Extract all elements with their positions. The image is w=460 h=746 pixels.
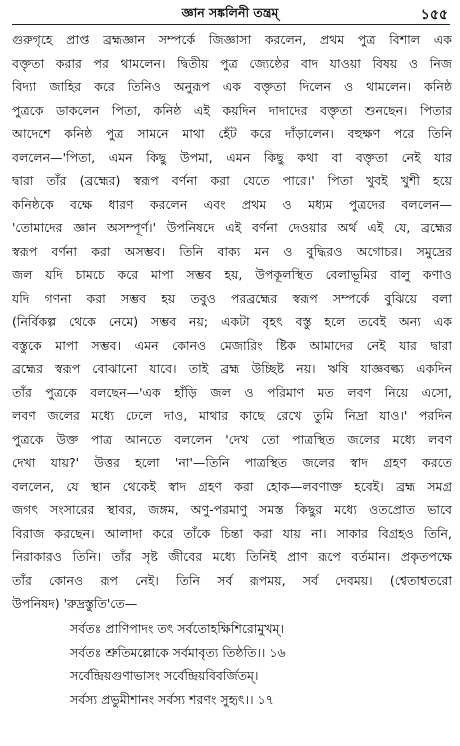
text-line: স্বরূপ বর্ণনা করা অসম্ভব। তিনি বাক্য মন ও বুদ্ধিরও অগোচর। সমুদ্রের xyxy=(12,243,452,259)
text-line: দ্বারা তাঁর (ব্রহ্মের) স্বরূপ বর্ণনা করা যেতে পারে।' পিতা খুবই খুশী হয়ে xyxy=(12,173,452,188)
running-header xyxy=(0,0,460,24)
text-line: যদি গণনা করা সম্ভব হয় তবুও পরব্রহ্মের স্বরূপ সম্পর্কে বুঝিয়ে বলা xyxy=(12,290,452,306)
text-line: 'তোমাদের জ্ঞান অসম্পূর্ণ।' উপনিষদে এই বর্ণনা দেওয়ার অর্থ এই যে, ব্রহ্মের xyxy=(12,220,452,235)
text-line: আদেশে কনিষ্ঠ পুত্র সামনে মাথা হেঁট করে দাঁড়ালেন। বহুক্ষণ পরে তিনি xyxy=(12,126,452,141)
page-number: ১৫৫ xyxy=(420,7,448,23)
text-line: বক্তৃতা করার পর থামলেন। দ্বিতীয় পুত্র জ্যেষ্ঠের বাদ যাওয়া বিষয় ও নিজ xyxy=(12,55,452,71)
text-line: নিরাকারও তিনি। তাঁর সৃষ্ট জীবের মধ্যে তিনিই প্রাণ রূপে বর্তমান। প্রকৃতপক্ষে xyxy=(12,549,452,564)
text-line: দেখা যায়?' উত্তর হলো 'না'—তিনি পাত্রস্থিত জলের স্বাদ গ্রহণ করতে xyxy=(12,455,452,470)
text-line: পুত্রকে উক্ত পাত্র আনতে বললেন 'দেখ তো পাত্রস্থিত জলের মধ্যে লবণ xyxy=(12,431,452,447)
text-line: তাঁর কোনও রূপ নেই। তিনি সর্ব রূপময়, সর্ব দেবময়। (শ্বেতাশ্বতরো xyxy=(12,572,452,588)
text-line: তাঁর পুত্রকে বলছেন—'এক হাঁড়ি জল ও পরিমাণ মত লবণ নিয়ে এসো, xyxy=(12,384,452,400)
verse-line: সর্বতঃ শ্রুতিমল্লোকে সর্বমাবৃত্য তিষ্ঠতি।। ১৬ xyxy=(70,644,286,660)
header-rule xyxy=(12,24,450,25)
verse-line: সর্বেন্দ্রিয়গুণাভাসং সর্বেন্দ্রিয়বিবর্জিতম্‌। xyxy=(70,668,259,683)
text-line: কনিষ্ঠকে বক্ষে ধারণ করলেন এবং প্রথম ও মধ্যম পুত্রদের বললেন— xyxy=(12,196,452,212)
text-line: গুরুগৃহে প্রাপ্ত ব্রহ্মজ্ঞান সম্পর্কে জিজ্ঞাসা করলেন, প্রথম পুত্র বিশাল এক xyxy=(12,32,452,47)
header-title: জ্ঞান সঙ্কলিনী তন্ত্রম্‌ xyxy=(181,5,279,20)
text-line: জগৎ সংসারের স্থাবর, জঙ্গম, অণু-পরমাণু সমস্ত কিছুর মধ্যে ওতপ্রোত ভাবে xyxy=(12,502,452,517)
text-line: লবণ জলের মধ্যে ঢেলে দাও, মাথার কাছে রেখে তুমি নিদ্রা যাও।' পরদিন xyxy=(12,408,452,423)
text-line: ব্রহ্মের স্বরূপ বোঝানো যাবে। তাই ব্রহ্ম উচ্ছিষ্ট নয়। ঋষি যাজ্ঞবল্ক্য একদিন xyxy=(12,361,452,376)
text-line: বললেন, যে স্থান থেকেই স্বাদ গ্রহণ করা হোক—লবণাক্ত হবেই। ব্রহ্ম সমগ্র xyxy=(12,478,452,494)
body-paragraph xyxy=(12,28,452,616)
text-line: বস্তুকে মাপা সম্ভব। এমন কোনও মেজারিং ষ্টিক আমাদের নেই যার দ্বারা xyxy=(12,337,452,353)
text-line: (নির্বিকল্প থেকে নেমে) সম্ভব নয়; একটা বৃহৎ বস্তু হলে তবেই অন্য এক xyxy=(12,314,452,329)
verse-line: সর্বস্য প্রভুমীশানং সর্বস্য শরণং সুহৃৎ।। ১৭ xyxy=(70,691,274,707)
verse-line: সর্বতঃ প্রাণিপাদং তৎ সর্বতোহক্ষিশিরোমুখম্‌। xyxy=(70,621,284,636)
text-line: বিরাজ করছেন। আলাদা করে তাঁকে চিন্তা করা যায় না। সাকার বিগ্রহও তিনি, xyxy=(12,525,452,541)
text-line: পুত্রকে ডাকলেন পিতা, কনিষ্ঠ এই কয়দিন দাদাদের বক্তৃতা শুনছেন। পিতার xyxy=(12,102,452,118)
sanskrit-verse-block xyxy=(0,617,460,711)
text-line: বললেন—'পিতা, এমন কিছু উপমা, এমন কিছু কথা বা বক্তৃতা নেই যার xyxy=(12,149,452,165)
text-line: উপনিষদ) 'রুদ্রস্তুতি'তে— xyxy=(12,596,138,611)
text-line: জল যদি চামচে করে মাপা সম্ভব হয়, উপকূলস্থিত বেলাভূমির বালু কণাও xyxy=(12,267,452,282)
text-line: বিদ্যা জাহির করে তিনিও অনুরূপ এক বক্তৃতা দিলেন ও থামলেন। কনিষ্ঠ xyxy=(12,79,452,94)
